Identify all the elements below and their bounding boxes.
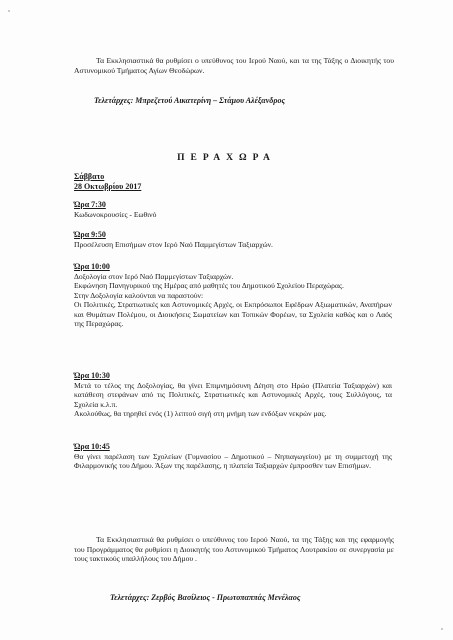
day-label: Σάββατο <box>74 172 105 181</box>
event-text: Ακολούθως, θα τηρηθεί ενός (1) λεπτού σιγή στη μνήμη των ενδόξων νεκρών μας. <box>74 409 327 419</box>
event-1000 <box>74 262 392 328</box>
event-text: Στην Δοξολογία καλούνται να παραστούν: <box>74 290 204 300</box>
event-text: Κωδωνοκρουσίες - Εωθινό <box>74 210 157 219</box>
top-organizers: Τελετάρχες: Μπρεζετού Αικατερίνη – Στάμου Αλέξανδρος <box>94 96 286 105</box>
event-1030 <box>74 371 392 419</box>
event-time: Ώρα 10:00 <box>74 262 110 271</box>
event-0730 <box>74 200 392 219</box>
event-time: Ώρα 10:30 <box>74 371 110 380</box>
event-text: Εκφώνηση Πανηγυρικού της Ημέρας από μαθητές του Δημοτικού Σχολείου Περαχώρας. <box>74 281 344 291</box>
event-text: Θα γίνει παρέλαση των Σχολείων (Γυμνασίου – Δημοτικού – Νηπιαγωγείου) με τη συμμετοχή της Φιλαρμονικής του Δήμου. Άξων της παρέλασης, η πλατεία Ταξιαρχών έμπροσθεν των Επισήμων. <box>74 452 392 471</box>
event-text: Δοξολογία στον Ιερό Ναό Παμμεγίστων Ταξιαρχών. <box>74 272 234 281</box>
bottom-organizers: Τελετάρχες: Ζερβός Βασίλειος - Πρωτοπαππάς Μενέλαος <box>110 593 301 602</box>
scan-speck <box>8 10 10 12</box>
closing-paragraph: Τα Εκκλησιαστικά θα ρυθμίσει ο υπεύθυνος του Ιερού Ναού, τα της Τάξης και της εφαρμογής του Προγράμματος θα ρυθμίσει η Διοικητής του Αστυνομικού Τμήματος Λουτρακίου σε συνεργασία με τους τακτικούς υπαλλήλους του Δήμου . <box>74 535 394 564</box>
event-text: Οι Πολιτικές, Στρατιωτικές και Αστυνομικές Αρχές, οι Εκπρόσωποι Εφέδρων Αξιωματικών, Αναπήρων και Θυμάτων Πολέμου, οι Διοικήσεις Σωματείων και Τοπικών Φορέων, τα Σχολεία καθώς και ο Λαός της Περαχώρας. <box>74 300 392 329</box>
event-text: Προσέλευση Επισήμων στον Ιερό Ναό Παμμεγίστων Ταξιαρχών. <box>74 240 273 249</box>
event-time: Ώρα 10:45 <box>74 442 110 451</box>
date-label: 28 Οκτωβρίου 2017 <box>74 182 142 191</box>
event-text: Μετά το τέλος της Δοξολογίας, θα γίνει Επιμνημόσυνη Δέηση στο Ηρώο (Πλατεία Ταξιαρχών) και κατάθεση στεφάνων από τις Πολιτικές, Στρατιωτικές και Αστυνομικές Αρχές, τους Συλλόγους, τα Σχολεία κ.λ.π. <box>74 381 392 409</box>
event-time: Ώρα 9:50 <box>74 230 106 239</box>
place-title: ΠΕΡΑΧΩΡΑ <box>177 153 276 163</box>
event-0950 <box>74 230 392 249</box>
event-time: Ώρα 7:30 <box>74 200 106 209</box>
event-1045 <box>74 442 392 471</box>
intro-paragraph: Τα Εκκλησιαστικά θα ρυθμίσει ο υπεύθυνος του Ιερού Ναού, και τα της Τάξης ο Διοικητής του Αστυνομικού Τμήματος Αγίων Θεοδώρων. <box>74 56 394 75</box>
scan-speck <box>441 628 443 630</box>
date-block <box>74 172 141 192</box>
